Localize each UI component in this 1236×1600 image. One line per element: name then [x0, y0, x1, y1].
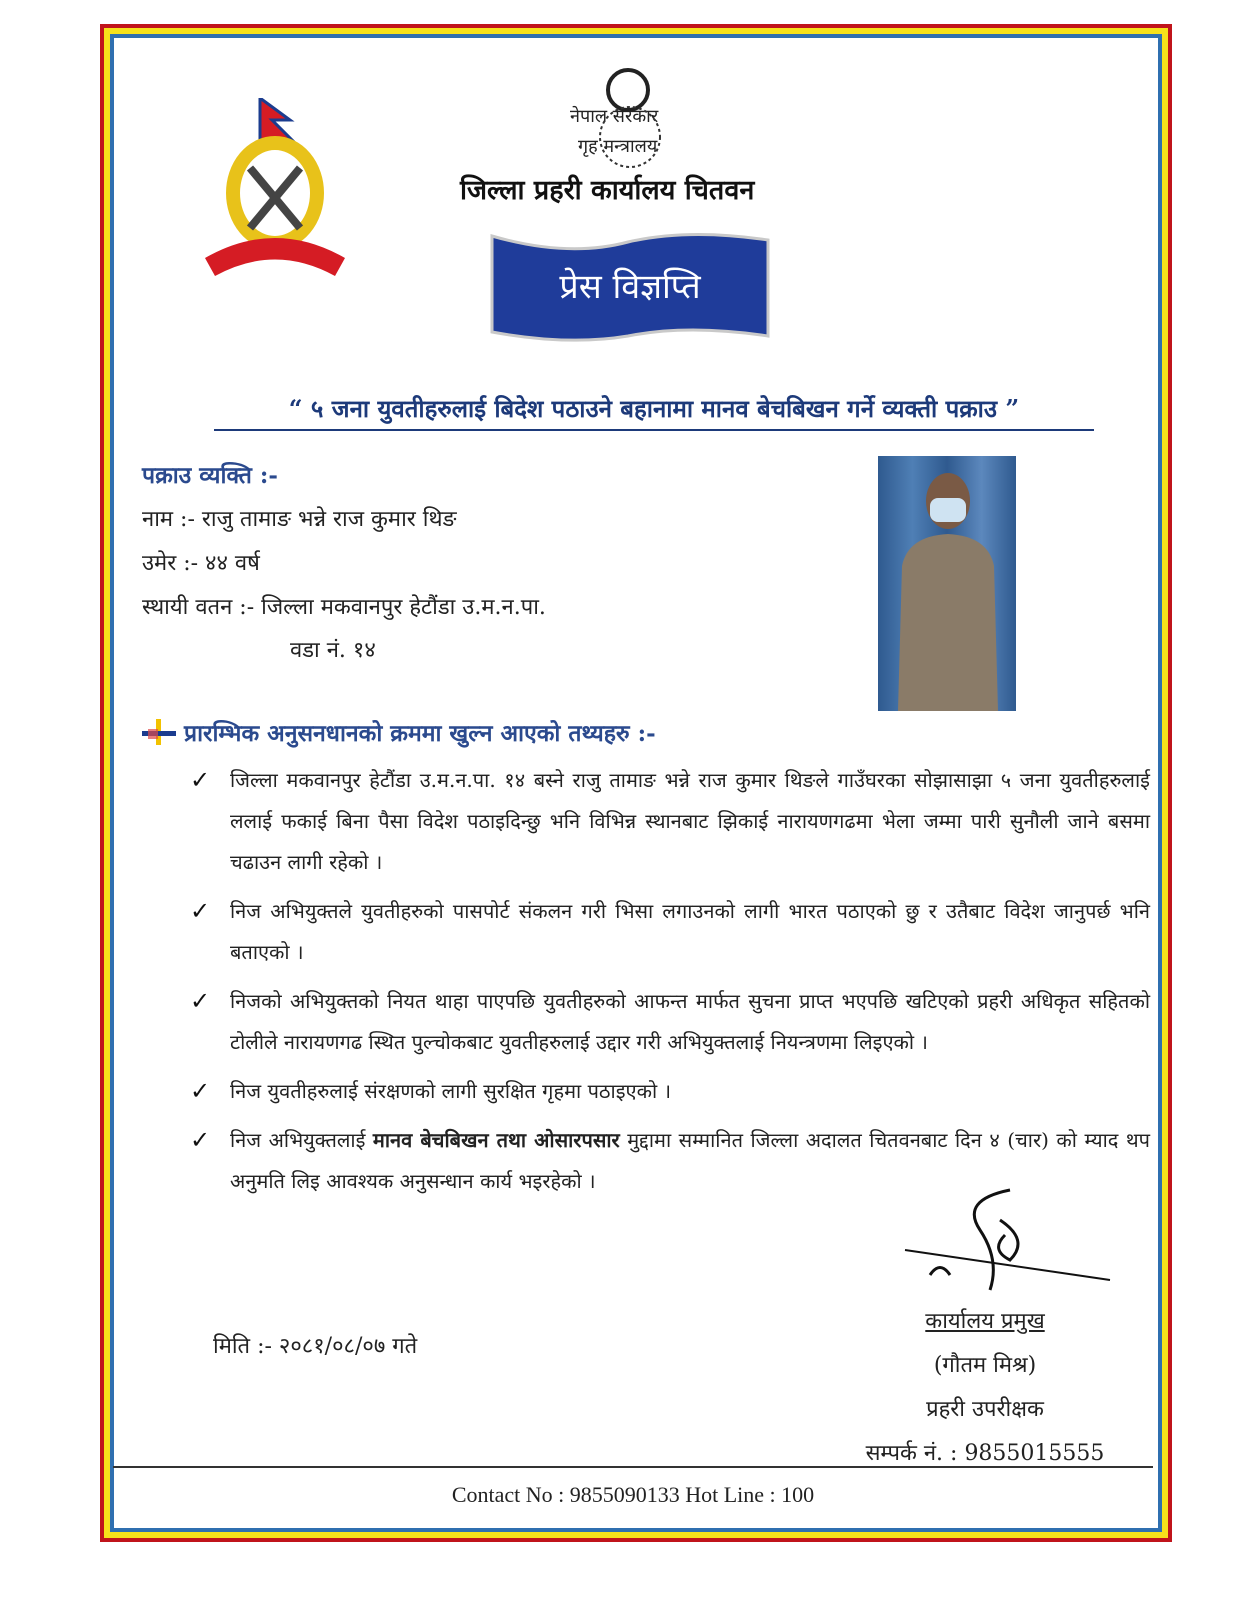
list-item: ✓ जिल्ला मकवानपुर हेटौंडा उ.म.न.पा. १४ बस्ने राजु तामाङ भन्ने राज कुमार थिङले गाउँघरका सोझासाझा ५ जना युवतीहरुलाई ललाई फकाई बिना पैसा विदेश पठाइदिन्छु भनि विभिन्न स्थानबाट झिकाई नारायणगढमा भेला जम्मा पारी सुनौली जाने बसमा चढाउन लागी रहेको । [190, 760, 1150, 883]
banner-title: प्रेस विज्ञप्ति [559, 267, 701, 307]
arrested-age: उमेर :- ४४ वर्ष [142, 551, 260, 576]
check-icon: ✓ [190, 1126, 211, 1154]
signer-title: कार्यालय प्रमुख [925, 1309, 1045, 1334]
signer-block [850, 1300, 1120, 1476]
footer-contact: Contact No : 9855090133 Hot Line : 100 [451, 1482, 815, 1507]
office-name: जिल्ला प्रहरी कार्यालय चितवन [460, 175, 755, 206]
nepal-police-logo [200, 98, 350, 288]
cross-bullet-icon [142, 719, 176, 745]
list-item: ✓ निजको अभियुक्तको नियत थाहा पाएपछि युवतीहरुको आफन्त मार्फत सुचना प्राप्त भएपछि खटिएको प्रहरी अधिकृत सहितको टोलीले नारायणगढ स्थित पुल्चोकबाट युवतीहरुलाई उद्दार गरी अभियुक्तलाई नियन्त्रणमा लिइएको । [190, 981, 1150, 1063]
svg-text:गृह मन्त्रालय: गृह मन्त्रालय [578, 136, 658, 157]
government-emblem [560, 62, 690, 172]
signer-name: (गौतम मिश्र) [933, 1353, 1037, 1378]
check-icon: ✓ [190, 897, 211, 925]
arrested-name: नाम :- राजु तामाङ भन्ने राज कुमार थिङ [142, 507, 457, 532]
findings-list [190, 760, 1150, 1210]
findings-heading: प्रारम्भिक अनुसनधानको क्रममा खुल्न आएको तथ्यहरु :- [184, 720, 656, 747]
footer-divider [113, 1466, 1153, 1468]
check-icon: ✓ [190, 987, 211, 1015]
signature [900, 1180, 1120, 1300]
check-icon: ✓ [190, 1077, 211, 1105]
arrested-ward: वडा नं. १४ [290, 638, 376, 663]
svg-text:नेपाल सरकार: नेपाल सरकार [570, 106, 659, 127]
check-icon: ✓ [190, 766, 211, 794]
headline: “ ५ जना युवतीहरुलाई बिदेश पठाउने बहानामा मानव बेचबिखन गर्ने व्यक्ती पक्राउ ” [214, 392, 1094, 431]
findings-heading-row [142, 716, 656, 748]
arrested-person-photo [878, 456, 1016, 711]
list-item: ✓ निज युवतीहरुलाई संरक्षणको लागी सुरक्षित गृहमा पठाइएको । [190, 1071, 1150, 1112]
signer-rank: प्रहरी उपरीक्षक [926, 1397, 1044, 1422]
arrested-heading: पक्राउ व्यक्ति :- [142, 462, 278, 489]
list-item: ✓ निज अभियुक्तलाई मानव बेचबिखन तथा ओसारपसार मुद्दामा सम्मानित जिल्ला अदालत चितवनबाट दिन ४ (चार) को म्याद थप अनुमति लिइ आवश्यक अनुसन्धान कार्य भइरहेको । [190, 1120, 1150, 1202]
date: मिति :- २०८१/०८/०७ गते [213, 1334, 418, 1359]
signer-contact: सम्पर्क नं. : 9855015555 [865, 1441, 1105, 1466]
list-item: ✓ निज अभियुक्तले युवतीहरुको पासपोर्ट संकलन गरी भिसा लगाउनको लागी भारत पठाएको छु र उतैबाट विदेश जानुपर्छ भनि बताएको । [190, 891, 1150, 973]
arrested-address: स्थायी वतन :- जिल्ला मकवानपुर हेटौंडा उ.म.न.पा. [142, 595, 546, 620]
